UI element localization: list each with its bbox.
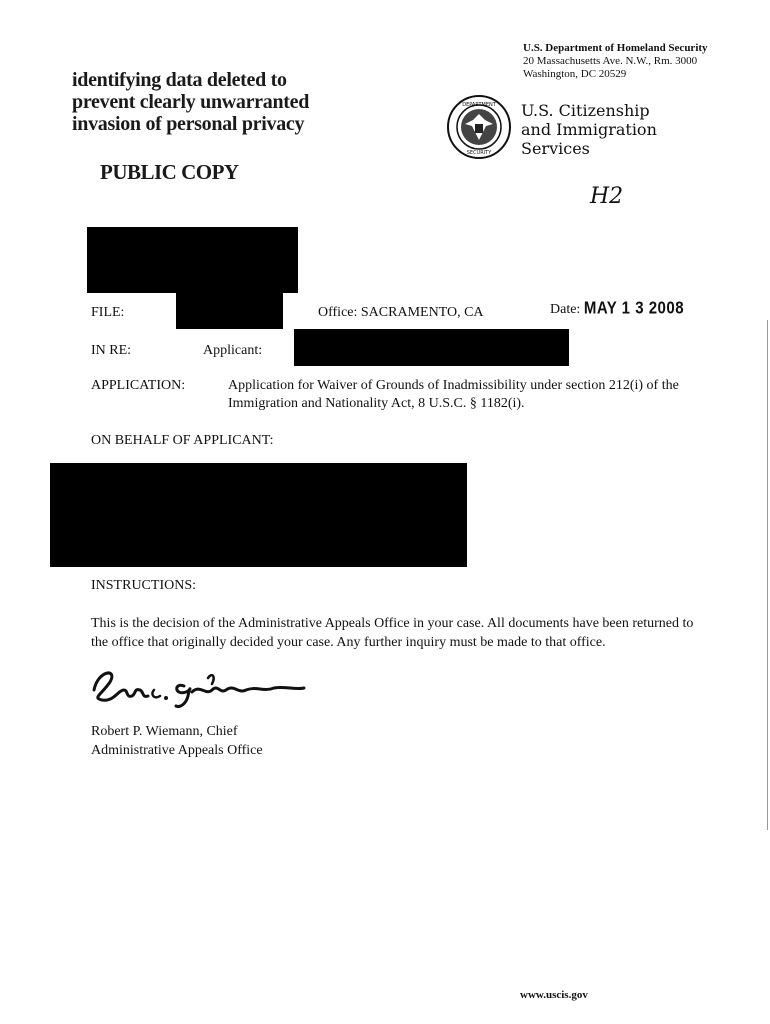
application-text — [228, 377, 698, 413]
svg-text:SECURITY: SECURITY — [466, 150, 492, 156]
office-field — [318, 304, 484, 322]
handwritten-mark: H2 — [590, 184, 624, 209]
behalf-label: ON BEHALF OF APPLICANT: — [91, 433, 274, 448]
file-label: FILE: — [91, 305, 125, 320]
instructions-line-2: the office that originally decided your case. Any further inquiry must be made to that office. — [91, 635, 606, 650]
office-label: Office: — [318, 305, 358, 320]
agency-address — [523, 42, 708, 81]
inre-label: IN RE: — [91, 343, 132, 358]
signature — [88, 660, 318, 715]
instructions-heading: INSTRUCTIONS: — [91, 578, 197, 593]
stamp-line-1: identifying data deleted to — [72, 69, 287, 91]
public-copy-stamp: PUBLIC COPY — [100, 160, 239, 184]
privacy-stamp — [72, 69, 309, 135]
redaction-block — [50, 463, 467, 567]
instructions-line-1: This is the decision of the Administrative Appeals Office in your case. All documents have been returned to — [91, 616, 694, 631]
department-name: U.S. Department of Homeland Security — [523, 42, 708, 54]
signer-name: Robert P. Wiemann, Chief — [91, 724, 238, 739]
application-label: APPLICATION: — [91, 378, 186, 393]
redaction-block — [87, 227, 298, 293]
signer-block — [91, 722, 263, 760]
agency-name-line-1: U.S. Citizenship — [521, 101, 650, 120]
instructions-text — [91, 614, 693, 652]
application-line-2: Immigration and Nationality Act, 8 U.S.C. § 1182(i). — [228, 396, 525, 411]
office-value: SACRAMENTO, CA — [360, 305, 484, 320]
footer-url: www.uscis.gov — [520, 989, 588, 1001]
applicant-label: Applicant: — [203, 343, 263, 358]
date-field — [550, 300, 684, 319]
stamp-line-3: invasion of personal privacy — [72, 113, 305, 135]
scan-edge — [767, 320, 768, 830]
redaction-block — [294, 329, 569, 366]
agency-name — [521, 101, 657, 158]
street-address: 20 Massachusetts Ave. N.W., Rm. 3000 — [523, 55, 698, 67]
dhs-seal-icon — [446, 94, 512, 165]
application-line-1: Application for Waiver of Grounds of Inadmissibility under section 212(i) of the — [228, 378, 679, 393]
date-value: MAY 1 3 2008 — [583, 298, 685, 319]
redaction-block — [176, 293, 283, 329]
agency-name-line-2: and Immigration — [521, 120, 657, 139]
signer-office: Administrative Appeals Office — [91, 743, 263, 758]
date-label: Date: — [550, 302, 581, 317]
city-address: Washington, DC 20529 — [523, 68, 627, 80]
svg-text:DEPARTMENT: DEPARTMENT — [462, 102, 496, 108]
agency-name-line-3: Services — [521, 139, 590, 158]
stamp-line-2: prevent clearly unwarranted — [72, 91, 310, 113]
